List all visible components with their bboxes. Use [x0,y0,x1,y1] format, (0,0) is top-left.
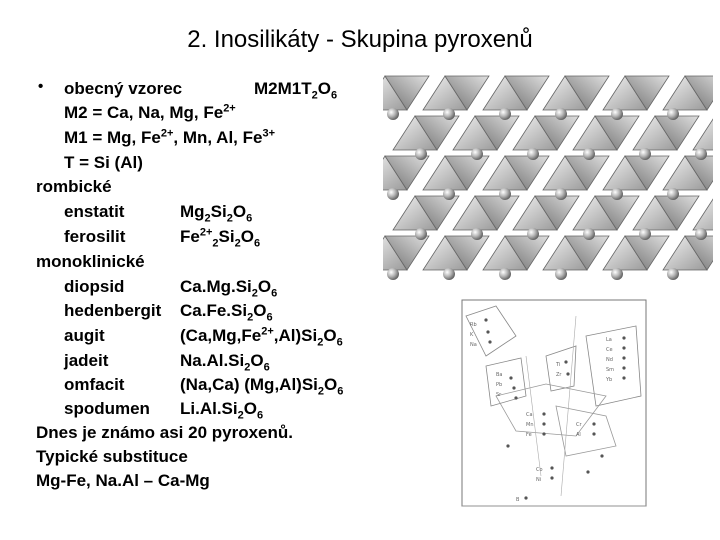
svg-text:Ti: Ti [556,362,561,368]
plot-point [524,496,527,499]
cation-sphere [611,108,623,120]
svg-text:Fe: Fe [526,432,532,438]
mineral-formula: (Na,Ca) $(Mg,Al)Si_2O_6$ [180,375,344,398]
mineral-formula: $Mg_2Si_2O_6$ [180,202,253,225]
cation-sphere [499,268,511,280]
cation-sphere [527,148,539,160]
svg-text:Sm: Sm [606,367,615,373]
mineral-formula: $Ca.Fe.Si_2O_6$ [180,301,273,324]
plot-point [592,432,595,435]
mineral-name: diopsid [64,277,125,296]
cation-sphere [555,108,567,120]
note-line: Dnes je známo asi 20 pyroxenů. [36,423,293,442]
cation-sphere [611,268,623,280]
site-t: T = Si (Al) [64,153,143,172]
cation-sphere [639,148,651,160]
svg-text:Na: Na [470,342,477,348]
cation-sphere [415,148,427,160]
plot-point [592,422,595,425]
cation-sphere [443,268,455,280]
bullet-point: • [38,78,44,95]
mineral-formula: $Na.Al.Si_2O_6$ [180,351,270,374]
element-distribution-plot [456,296,656,526]
cation-sphere [387,268,399,280]
svg-text:Pb: Pb [496,382,503,388]
mineral-name: ferosilit [64,227,126,246]
plot-point [600,454,603,457]
plot-point [542,412,545,415]
svg-text:Ba: Ba [496,372,503,378]
mineral-name: jadeit [64,351,109,370]
mineral-name: spodumen [64,399,150,418]
mineral-name: augit [64,326,105,345]
svg-text:La: La [606,337,612,343]
plot-point [550,466,553,469]
plot-point [488,340,491,343]
cation-sphere [415,228,427,240]
svg-text:Sr: Sr [496,392,502,398]
plot-point [542,422,545,425]
svg-text:Yb: Yb [606,377,613,383]
cation-sphere [667,108,679,120]
note-line: Typické substituce [36,447,188,466]
formula-label: obecný vzorec [64,79,183,98]
mineral-formula: $Li.Al.Si_2O_6$ [180,399,264,422]
plot-point [509,376,512,379]
svg-text:Zr: Zr [556,372,562,378]
plot-point [566,372,569,375]
cation-sphere [443,108,455,120]
plot-point [622,356,625,359]
page-title: 2. Inosilikáty - Skupina pyroxenů [187,26,533,53]
plot-point [506,444,509,447]
mineral-formula: $Ca.Mg.Si_2O_6$ [180,277,278,300]
svg-text:B: B [516,497,520,503]
group-heading-rombicke: rombické [36,177,112,196]
plot-point [486,330,489,333]
pyroxene-structure-figure [383,72,713,282]
cation-sphere [583,228,595,240]
svg-text:Al: Al [576,432,581,438]
cation-sphere [695,228,707,240]
plot-point [622,346,625,349]
group-heading-monoklinicke: monoklinické [36,252,145,271]
cation-sphere [499,108,511,120]
plot-point [622,376,625,379]
plot-point [564,360,567,363]
mineral-name: enstatit [64,202,125,221]
cation-sphere [387,188,399,200]
svg-text:K: K [470,332,474,338]
cation-sphere [611,188,623,200]
formula-value: $M2M1T_2O_6$ [254,79,338,102]
plot-point [542,432,545,435]
cation-sphere [639,228,651,240]
svg-text:Rb: Rb [470,322,477,328]
note-line: Mg-Fe, Na.Al – Ca-Mg [36,471,210,490]
cation-sphere [667,188,679,200]
plot-point [622,366,625,369]
svg-text:Mn: Mn [526,422,534,428]
cation-sphere [695,148,707,160]
svg-text:Ni: Ni [536,477,542,483]
svg-text:Cr: Cr [576,422,582,428]
cation-sphere [471,148,483,160]
cation-sphere [443,188,455,200]
cation-sphere [583,148,595,160]
svg-text:Ca: Ca [526,412,533,418]
plot-point [512,386,515,389]
cation-sphere [387,108,399,120]
site-m2: M2 = Ca, Na, Mg, $Fe^{2+}$ [64,102,236,122]
cation-sphere [555,188,567,200]
cation-sphere [555,268,567,280]
plot-point [622,336,625,339]
mineral-formula: $(Ca,Mg,Fe^{2+},Al)Si_2O_6$ [180,325,343,349]
cation-sphere [667,268,679,280]
mineral-name: omfacit [64,375,125,394]
cation-sphere [471,228,483,240]
svg-text:Nd: Nd [606,357,613,363]
plot-point [484,318,487,321]
svg-text:Co: Co [536,467,543,473]
plot-point [514,396,517,399]
mineral-name: hedenbergit [64,301,162,320]
plot-point [586,470,589,473]
mineral-formula: $Fe^{2+}_2Si_2O_6$ [180,226,261,250]
cation-sphere [499,188,511,200]
site-m1: M1 = Mg, $Fe^{2+}$, Mn, Al, $Fe^{3+}$ [64,127,276,147]
cation-sphere [527,228,539,240]
svg-text:Ce: Ce [606,347,613,353]
plot-point [550,476,553,479]
